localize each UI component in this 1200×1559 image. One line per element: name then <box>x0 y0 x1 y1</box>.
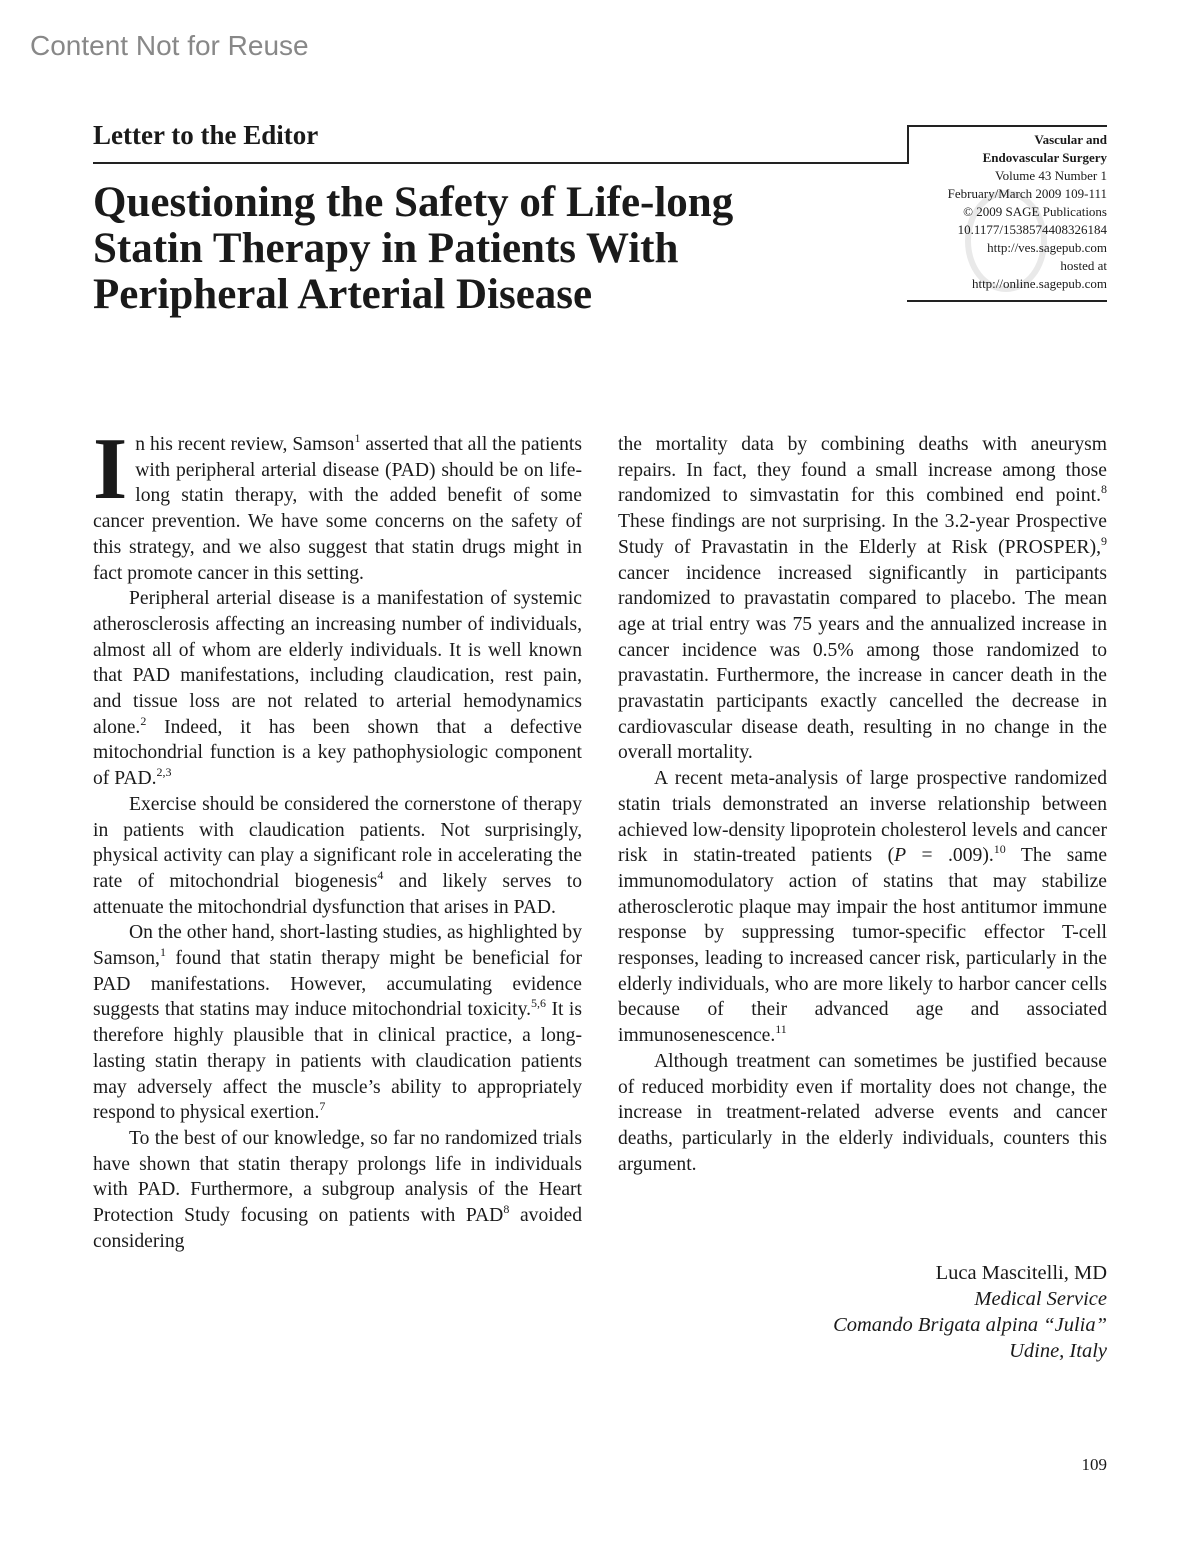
paragraph <box>618 1049 1107 1178</box>
watermark: Content Not for Reuse <box>30 30 309 61</box>
citation-superscript: 7 <box>319 1099 326 1114</box>
journal-copyright: © 2009 SAGE Publications <box>963 204 1107 219</box>
text-run: Exercise should be considered the cornerstone of therapy in patients with claudication patients. Not surprisingly, physical activity can play a significant role in accelerating the rate of mitochondrial biogenesis <box>93 793 582 892</box>
author-location: Udine, Italy <box>1009 1340 1107 1362</box>
text-run: the mortality data by combining deaths with aneurysm repairs. In fact, they found a small increase among those randomized to simvastatin for this combined end point. <box>618 434 1107 507</box>
signature-block <box>833 1260 1107 1364</box>
text-run: avoided considering <box>93 1205 582 1252</box>
journal-date-pages: February/March 2009 109-111 <box>947 186 1107 201</box>
citation-superscript: 5,6 <box>531 996 547 1011</box>
body-column-right <box>618 432 1107 1177</box>
paragraph <box>618 432 1107 766</box>
text-run: Peripheral arterial disease is a manifestation of systemic atherosclerosis affecting an increasing number of individuals, almost all of whom are elderly individuals. It is well known that PAD manifestations, including claudication, rest pain, and tissue loss are not related to arterial hemodynamics alone. <box>93 588 582 738</box>
citation-superscript: 8 <box>503 1202 510 1217</box>
citation-superscript: 4 <box>377 867 384 882</box>
journal-doi: 10.1177/1538574408326184 <box>957 222 1107 237</box>
text-run: The same immunomodulatory action of statins that may stabilize atherosclerotic plaque may impair the host antitumor immune response by suppressing tumor-specific effector T-cell responses, leading to increased cancer risk, particularly in the elderly individuals, who are more likely to harbor cancer cells because of their advanced age and associated immunosenescence. <box>618 845 1108 1047</box>
citation-superscript: 10 <box>993 842 1006 857</box>
page-number: 109 <box>1081 1455 1107 1474</box>
journal-box-top-rule <box>907 125 1107 127</box>
citation-superscript: 1 <box>354 431 361 445</box>
drop-cap: I <box>93 421 128 518</box>
citation-superscript: 8 <box>1101 482 1107 497</box>
body-column-left <box>93 421 582 1255</box>
paragraph <box>93 586 582 792</box>
journal-host-url[interactable]: http://online.sagepub.com <box>971 276 1107 291</box>
citation-superscript: 2 <box>140 713 147 728</box>
text-run: These findings are not surprising. In the 3.2-year Prospective Study of Pravastatin in the Elderly at Risk (PROSPER), <box>618 511 1107 558</box>
text-run: and likely serves to attenuate the mitochondrial dysfunction that arises in PAD. <box>93 870 582 918</box>
journal-box-bottom-rule <box>907 300 1107 302</box>
text-run: asserted that all the patients with peripheral arterial disease (PAD) should be on life-long statin therapy, with the added benefit of some cancer prevention. We have some concerns on the safety of this strategy, and we also suggest that statin drugs might in fact promote cancer in this setting. <box>93 434 582 584</box>
author-organization: Comando Brigata alpina “Julia” <box>833 1314 1107 1336</box>
author-name: Luca Mascitelli, MD <box>935 1262 1107 1284</box>
journal-info <box>948 131 1107 293</box>
paragraph <box>618 766 1107 1049</box>
text-run: To the best of our knowledge, so far no randomized trials have shown that statin therapy prolongs life in individuals with PAD. Furthermore, a subgroup analysis of the Heart Protection Study focusing on patients with PAD <box>93 1127 582 1227</box>
text-run: = .009). <box>906 845 994 867</box>
italic-text: P <box>894 845 907 867</box>
journal-name-2: Endovascular Surgery <box>982 150 1107 165</box>
text-run: A recent meta-analysis of large prospective randomized statin trials demonstrated an inverse relationship between achieved low-density lipoprotein cholesterol levels and cancer risk in statin-treated patients ( <box>618 768 1107 867</box>
paragraph <box>93 421 582 586</box>
text-run: Although treatment can sometimes be justified because of reduced morbidity even if mortality does not change, the increase in treatment-related adverse events and cancer deaths, particularly in the elderly individuals, counters this argument. <box>618 1050 1107 1175</box>
text-run: Indeed, it has been shown that a defective mitochondrial function is a key pathophysiologic component of PAD. <box>93 716 582 790</box>
paragraph <box>93 792 582 921</box>
section-label: Letter to the Editor <box>93 120 319 150</box>
author-department: Medical Service <box>974 1288 1107 1310</box>
citation-superscript: 9 <box>1101 533 1107 548</box>
paragraph <box>93 920 582 1126</box>
journal-url[interactable]: http://ves.sagepub.com <box>987 240 1107 255</box>
journal-box-divider <box>907 125 909 164</box>
journal-volume: Volume 43 Number 1 <box>994 168 1107 183</box>
citation-superscript: 2,3 <box>156 765 172 780</box>
journal-hosted: hosted at <box>1060 258 1107 273</box>
text-run: cancer incidence increased significantly in participants randomized to pravastatin compared to placebo. The mean age at trial entry was 75 years and the annualized increase in cancer incidence was 0.5% among those randomized to pravastatin. Furthermore, the increase in cancer death in the pravastatin participants exactly cancelled the decrease in cardiovascular disease death, resulting in no change in the overall mortality. <box>618 562 1107 764</box>
article-title: Questioning the Safety of Life-long Statin Therapy in Patients With Peripheral Arterial Disease <box>93 179 734 318</box>
text-run: n his recent review, Samson <box>135 434 355 455</box>
header-rule <box>93 162 909 164</box>
text-run: It is therefore highly plausible that in clinical practice, a long-lasting statin therapy in patients with claudication patients may adversely affect the muscle’s ability to appropriately respond to physical exertion. <box>93 999 582 1124</box>
citation-superscript: 11 <box>775 1022 787 1037</box>
text-run: On the other hand, short-lasting studies, as highlighted by Samson, <box>93 922 582 970</box>
citation-superscript: 1 <box>159 945 166 960</box>
text-run: found that statin therapy might be beneficial for PAD manifestations. However, accumulating evidence suggests that statins may induce mitochondrial toxicity. <box>93 948 582 1021</box>
paragraph <box>93 1126 582 1255</box>
journal-name: Vascular and <box>1034 132 1107 147</box>
